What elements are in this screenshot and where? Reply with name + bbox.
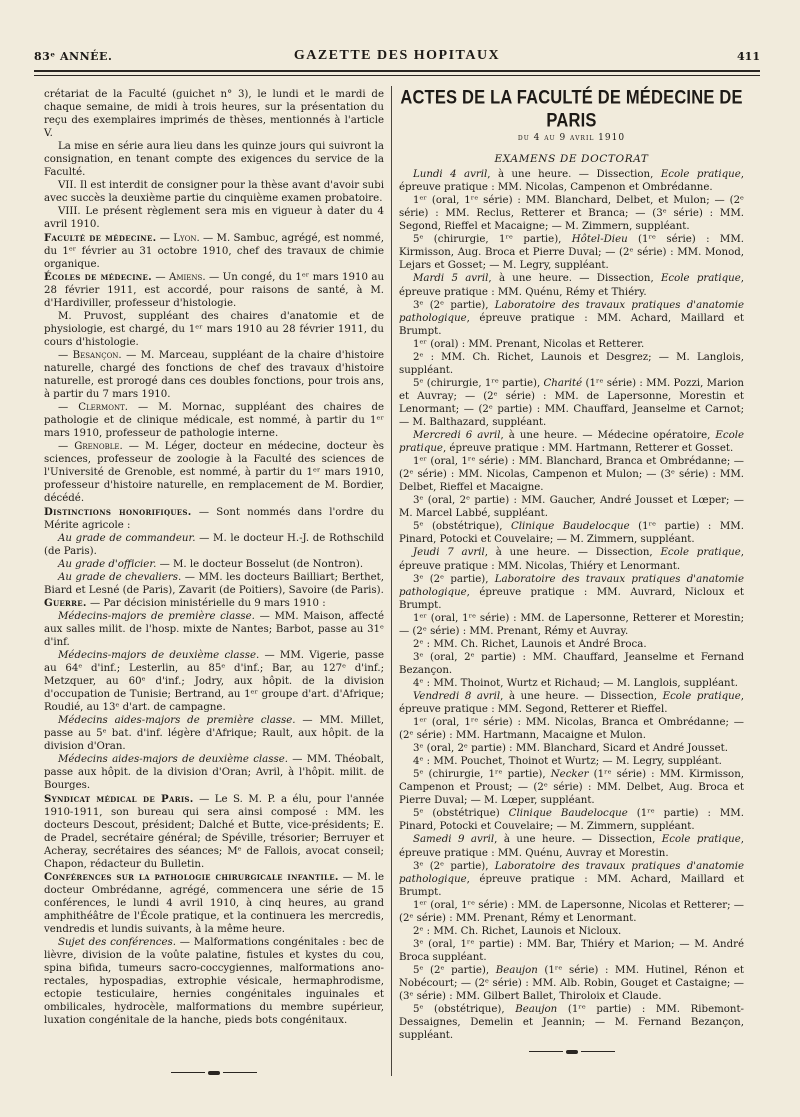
text-run: 2ᵉ : MM. Ch. Richet, Launois et Nicloux. <box>413 925 622 937</box>
text-run: 3ᵉ (2ᵉ partie), <box>413 860 495 872</box>
text-run: , à une heure. — Dissection, <box>487 169 661 181</box>
paragraph <box>399 899 744 925</box>
paragraph <box>399 833 744 859</box>
text-run: , épreuve pratique : MM. Quénu, Rémy et Thiéry. <box>399 273 744 298</box>
text-run: , épreuve pratique : MM. Auvrard, Nicloux et Brumpt. <box>399 586 744 611</box>
volume-year: 83ᵉ ANNÉE. <box>34 50 113 63</box>
text-run: — MM. les docteurs Bailliart; Berthet, Biard et Lesné (de Paris), Zavarit (de Poitiers), Savoire (de Paris). <box>44 571 384 596</box>
text-run: Grenoble. <box>74 441 123 453</box>
text-run: (1ʳᵉ série) : MM. Kirmisson, Aug. Broca et Pierre Duval; — (2ᵉ série) : MM. Monod, Lejars et Gosset; — M. Legry, suppléant. <box>399 234 745 272</box>
acts-dates: du 4 au 9 avril 1910 <box>517 133 626 143</box>
text-run: 5ᵉ (obstétrique), <box>413 1004 516 1016</box>
text-run: 5ᵉ (obstétrique) <box>413 808 509 820</box>
text-run: 3ᵉ (2ᵉ partie), <box>413 573 495 585</box>
text-run: , à une heure. — Dissection, <box>494 834 662 846</box>
journal-title: GAZETTE DES HOPITAUX <box>293 48 501 63</box>
text-run: 1ᵉʳ (oral) : MM. Prenant, Nicolas et Retterer. <box>413 338 645 350</box>
text-run: — Le S. M. P. a élu, pour l'année 1910-1911, son bureau qui sera ainsi composé : MM. les docteurs Descout, président; Dalché et Butte, vice-présidents; E. de Pradel, secrétaire général; de Spéville, trésorier; Berruyer et Acheray, secrétaires des séances; Mᵉ de Fallois, avocat conseil; Chapon, rédacteur du Bulletin. <box>44 793 384 870</box>
text-run: — M. Mornac, suppléant des chaires de pathologie et de clinique médicale, est nommé, à partir du 1ᵉʳ mars 1910, professeur de pathologie interne. <box>44 402 384 440</box>
paragraph <box>399 429 744 455</box>
rubric-heading: Conférences sur la pathologie chirurgicale infantile. <box>44 870 339 883</box>
text-run: 3ᵉ (oral, 2ᵉ partie) : MM. Gaucher, André Jousset et Lœper; — M. Marcel Labbé, suppléant. <box>399 495 744 520</box>
text-run: 1ᵉʳ (oral, 1ʳᵉ série) : MM. Blanchard, Delbet, et Mulon; — (2ᵉ série) : MM. Reclus, Retterer et Branca; — (3ᵉ série) : MM. Segond, Rieffel et Macaigne; — M. Zimmern, suppléant. <box>399 195 744 233</box>
paragraph <box>44 140 384 179</box>
text-run: 5ᵉ (chirurgie, 1ʳᵉ partie), <box>413 769 551 781</box>
text-run: — <box>156 232 174 244</box>
text-run: 1ᵉʳ (oral, 1ʳᵉ série) : MM. de Lapersonne, Nicolas et Retterer; — (2ᵉ série) : MM. Prenant, Rémy et Lenormant. <box>399 899 744 924</box>
italic-text: Clinique Baudelocque <box>510 521 630 533</box>
rubric-heading: Distinctions honorifiques. <box>44 505 192 518</box>
italic-text: Ecole pratique <box>660 273 741 285</box>
text-run: 5ᵉ (2ᵉ partie), <box>413 964 496 976</box>
italic-text: Jeudi 7 avril <box>413 547 485 559</box>
text-run: — M. le docteur Ombrédanne, agrégé, commencera une série de 15 conférences, le lundi 4 avril 1910, à cinq heures, au grand amphithéâtre de l'École pratique, et la continuera les mercredis, vendredis et lundis suivants, à la même heure. <box>44 871 385 935</box>
paragraph <box>44 532 384 558</box>
italic-text: Ecole pratique <box>399 430 744 455</box>
paragraph <box>399 651 744 677</box>
paragraph <box>399 638 744 651</box>
text-run: — MM. Millet, passe au 5ᵉ bat. d'inf. légère d'Afrique; Rault, aux hôpit. de la division d'Oran. <box>44 715 384 753</box>
text-run: VIII. Le présent règlement sera mis en vigueur à dater du 4 avril 1910. <box>44 206 384 231</box>
paragraph <box>399 690 744 716</box>
text-run: Clermont. <box>78 402 128 414</box>
text-run: — M. Sambuc, agrégé, est nommé, du 1ᵉʳ février au 31 octobre 1910, chef des travaux de chimie organique. <box>44 232 385 270</box>
column-divider <box>391 86 392 1076</box>
italic-text: Au grade de commandeur. <box>58 532 196 544</box>
italic-text: Sujet des conférences. <box>58 937 176 949</box>
paragraph <box>399 964 744 1003</box>
right-column <box>399 86 744 1063</box>
text-run: — M. le docteur Bosselut (de Nontron). <box>156 558 364 570</box>
italic-text: Mercredi 6 avril <box>413 430 501 442</box>
italic-text: Hôtel-Dieu <box>571 234 628 246</box>
paragraph <box>44 610 384 649</box>
text-run: (1ʳᵉ partie) : MM. Pinard, Potocki et Couvelaire; — M. Zimmern, suppléant. <box>399 808 744 833</box>
text-run: , épreuve pratique : MM. Achard, Maillard et Brumpt. <box>399 873 744 898</box>
text-run: crétariat de la Faculté (guichet n° 3), le lundi et le mardi de chaque semaine, de midi à trois heures, sur la présentation du reçu des exemplaires imprimés de thèses, mentionnés à l'article V. <box>44 89 384 140</box>
paragraph <box>399 860 744 899</box>
text-run: — M. Marceau, suppléant de la chaire d'histoire naturelle, chargé des fonctions de chef des travaux d'histoire naturelle, est prorogé dans ces doubles fonctions, pour trois ans, à partir du 7 mars 1910. <box>44 349 384 401</box>
paragraph <box>399 1003 744 1042</box>
text-run: 3ᵉ (oral, 2ᵉ partie) : MM. Chauffard, Jeanselme et Fernand Bezançon. <box>399 651 744 676</box>
text-run: — <box>58 441 75 453</box>
text-run: 5ᵉ (obstétrique), <box>413 521 511 533</box>
text-run: , à une heure. — Dissection, <box>500 690 663 702</box>
paragraph <box>399 299 744 338</box>
text-run: 2ᵉ : MM. Ch. Richet, Launois et André Broca. <box>413 638 647 650</box>
paragraph <box>44 506 384 532</box>
paragraph <box>399 194 744 233</box>
paragraph <box>399 755 744 768</box>
italic-text: Vendredi 8 avril <box>413 690 501 702</box>
text-run: 2ᵉ : MM. Ch. Richet, Launois et Desgrez; — M. Langlois, suppléant. <box>399 351 744 376</box>
text-run: M. Pruvost, suppléant des chaires d'anatomie et de physiologie, est chargé, du 1ᵉʳ mars 1910 au 28 février 1911, du cours d'histologie. <box>44 310 384 348</box>
italic-text: Ecole pratique <box>662 690 741 702</box>
paragraph <box>399 455 744 494</box>
paragraph <box>399 938 744 964</box>
italic-text: Laboratoire des travaux pratiques d'anatomie pathologique <box>399 860 744 885</box>
text-run: — M. Léger, docteur en médecine, docteur ès sciences, professeur de zoologie à la Faculté des sciences de l'Université de Grenoble, est nommé, à partir du 1ᵉʳ mars 1910, professeur d'histoire naturelle, en remplacement de M. Bordier, décédé. <box>44 441 384 505</box>
italic-text: Médecins-majors de première classe. <box>58 610 255 622</box>
paragraph <box>399 677 744 690</box>
text-run: , épreuve pratique : MM. Segond, Retterer et Rieffel. <box>399 690 745 716</box>
text-run: 3ᵉ (oral, 1ʳᵉ partie) : MM. Bar, Thiéry et Marion; — M. André Broca suppléant. <box>399 938 744 963</box>
paragraph <box>399 338 744 351</box>
paragraph <box>44 871 384 936</box>
text-run: , épreuve pratique : MM. Achard, Maillard et Brumpt. <box>399 312 744 337</box>
italic-text: Ecole pratique <box>661 834 741 846</box>
text-run: 5ᵉ (chirurgie, 1ʳᵉ partie), <box>413 234 572 246</box>
paragraph <box>44 597 384 610</box>
paragraph <box>399 377 744 429</box>
end-flourish-right <box>399 1046 744 1059</box>
paragraph <box>399 807 744 833</box>
text-run: La mise en série aura lieu dans les quinze jours qui suivront la consignation, en tenant compte des exigences du service de la Faculté. <box>44 141 384 179</box>
text-run: 1ᵉʳ (oral, 1ʳᵉ série) : MM. Blanchard, Branca et Ombrédanne; — (2ᵉ série) : MM. Nicolas, Campenon et Mulon; — (3ᵉ série) : MM. Delbet, Rieffel et Macaigne. <box>399 456 744 494</box>
text-run: 4ᵉ : MM. Thoinot, Wurtz et Richaud; — M. Langlois, suppléant. <box>413 677 738 689</box>
text-run: Amiens. <box>169 271 206 283</box>
text-run: , à une heure. — Médecine opératoire, <box>500 430 716 442</box>
paragraph <box>399 233 744 272</box>
text-run: — MM. Théobalt, passe aux hôpit. de la division d'Oran; Avril, à l'hôpit. milit. de Bourges. <box>44 754 384 792</box>
paragraph <box>399 494 744 520</box>
rubric-heading: Écoles de médecine. <box>44 270 152 283</box>
italic-text: Médecins-majors de deuxième classe. <box>58 650 260 662</box>
italic-text: Laboratoire des travaux pratiques d'anatomie pathologique <box>399 573 744 598</box>
text-run: (1ʳᵉ partie) : MM. Ribemont-Dessaignes, Demelin et Jeannin; — M. Fernand Bezançon, suppléant. <box>399 1004 744 1042</box>
paragraph <box>44 793 384 871</box>
italic-text: Ecole pratique <box>660 547 741 559</box>
italic-text: Clinique Baudelocque <box>508 808 628 820</box>
italic-text: Necker <box>550 769 589 781</box>
italic-text: Médecins aides-majors de première classe. <box>58 715 296 727</box>
text-run: , à une heure. — Dissection, <box>488 273 661 285</box>
text-run: (1ʳᵉ série) : MM. Kirmisson, Campenon et Proust; — (2ᵉ série) : MM. Delbet, Aug. Broca et Pierre Duval; — M. Lœper, suppléant. <box>399 769 744 807</box>
text-run: , à une heure. — Dissection, <box>484 547 661 559</box>
paragraph <box>399 573 744 612</box>
page-number: 411 <box>737 50 760 63</box>
text-run: 1ᵉʳ (oral, 1ʳᵉ série) : MM. de Lapersonne, Retterer et Morestin; — (2ᵉ série) : MM. Prenant, Rémy et Auvray. <box>399 612 744 637</box>
paragraph <box>399 716 744 742</box>
paragraph <box>399 272 744 298</box>
text-run: 1ᵉʳ (oral, 1ʳᵉ série) : MM. Nicolas, Branca et Ombrédanne; — (2ᵉ série) : MM. Hartmann, Macaigne et Mulon. <box>399 717 744 742</box>
italic-text: Au grade d'officier. <box>58 558 157 570</box>
text-run: Lyon. <box>173 232 200 244</box>
text-run: — M. le docteur H.-J. de Rothschild (de Paris). <box>44 532 384 557</box>
paragraph <box>44 232 384 271</box>
paragraph <box>44 349 384 401</box>
paragraph <box>44 714 384 753</box>
rubric-heading: Syndicat médical de Paris. <box>44 792 194 805</box>
rubric-heading: Guerre. <box>44 596 87 609</box>
text-run: — MM. Vigerie, passe au 64ᵉ d'inf.; Lesterlin, au 85ᵉ d'inf.; Bar, au 127ᵉ d'inf.; Metzquer, au 60ᵉ d'inf.; Jodry, aux hôpit. de la division d'occupation de Tunisie; Bertrand, au 1ᵉʳ groupe d'art. d'Afrique; Roudié, au 13ᵉ d'art. de campagne. <box>44 650 384 714</box>
paragraph <box>44 558 384 571</box>
text-run: (1ʳᵉ partie) : MM. Pinard, Potocki et Couvelaire; — M. Zimmern, suppléant. <box>399 521 744 546</box>
acts-title: ACTES DE LA FACULTÉ DE MÉDECINE DE PARIS <box>400 87 743 131</box>
paragraph <box>44 571 384 597</box>
text-run: , épreuve pratique : MM. Hartmann, Retterer et Gosset. <box>442 443 734 455</box>
text-run: — Sont nommés dans l'ordre du Mérite agricole : <box>44 506 384 531</box>
paragraph <box>44 936 384 1027</box>
text-run: — <box>58 402 79 414</box>
paragraph <box>399 768 744 807</box>
italic-text: Ecole pratique <box>660 169 741 181</box>
text-run: , épreuve pratique : MM. Quénu, Auvray et Morestin. <box>399 834 745 859</box>
text-run: , épreuve pratique : MM. Nicolas, Campenon et Ombrédanne. <box>399 169 745 194</box>
paragraph <box>44 649 384 714</box>
text-run: — Un congé, du 1ᵉʳ mars 1910 au 28 février 1911, est accordé, pour raisons de santé, à M. d'Hardiviller, professeur d'histologie. <box>44 271 384 309</box>
paragraph <box>399 168 744 194</box>
italic-text: Lundi 4 avril <box>413 169 488 181</box>
paragraph <box>44 88 384 140</box>
italic-text: Samedi 9 avril <box>413 834 495 846</box>
paragraph <box>399 520 744 546</box>
text-run: — MM. Maison, affecté aux salles milit. de l'hosp. mixte de Nantes; Barbot, passe au 31ᵉ d'inf. <box>44 610 384 648</box>
text-run: VII. Il est interdit de consigner pour la thèse avant d'avoir subi avec succès la deuxième partie du cinquième examen probatoire. <box>44 180 384 205</box>
paragraph <box>44 753 384 792</box>
header-rule <box>34 75 760 76</box>
italic-text: Au grade de chevaliers. <box>58 571 182 583</box>
text-run: — <box>58 349 73 361</box>
italic-text: Beaujon <box>515 1004 558 1016</box>
rubric-heading: Faculté de médecine. <box>44 231 157 244</box>
paragraph <box>399 351 744 377</box>
paragraph <box>44 401 384 440</box>
paragraph <box>44 271 384 310</box>
section-heading: EXAMENS DE DOCTORAT <box>494 153 649 166</box>
text-run: — Malformations congénitales : bec de lièvre, division de la voûte palatine, fistules et kystes du cou, spina bifida, tumeurs sacro-coccygiennes, malformations ano-rectales, hypospadias, extrophie vésicale, hermaphrodisme, ectopie testiculaire, hernies congénitales inguinales et ombilicales, hydrocèle, malformations du membre supérieur, luxation congénitale de la hanche, pieds bots congénitaux. <box>44 937 385 1027</box>
acts-body <box>399 168 744 1042</box>
italic-text: Beaujon <box>495 964 538 976</box>
paragraph <box>44 205 384 231</box>
paragraph <box>44 179 384 205</box>
text-run: — Par décision ministérielle du 9 mars 1910 : <box>86 597 326 609</box>
paragraph <box>44 440 384 505</box>
text-run: (1ʳᵉ série) : MM. Pozzi, Marion et Auvray; — (2ᵉ série) : MM. de Lapersonne, Morestin et Lenormant; — (2ᵉ partie) : MM. Chauffard, Jeanselme et Carnot; — M. Balthazard, suppléant. <box>399 377 744 428</box>
end-flourish-left <box>44 1068 384 1078</box>
text-run: — <box>151 271 170 283</box>
italic-text: Mardi 5 avril <box>413 273 489 285</box>
italic-text: Médecins aides-majors de deuxième classe. <box>58 754 288 766</box>
text-run: 3ᵉ (oral, 2ᵉ partie) : MM. Blanchard, Sicard et André Jousset. <box>413 743 728 755</box>
text-run: (1ʳᵉ série) : MM. Hutinel, Rénon et Nobécourt; — (2ᵉ série) : MM. Alb. Robin, Gouget et Castaigne; — (3ᵉ série) : MM. Gilbert Ballet, Thiroloix et Claude. <box>399 964 744 1003</box>
text-run: 5ᵉ (chirurgie, 1ʳᵉ partie), <box>413 377 544 389</box>
paragraph <box>399 742 744 755</box>
text-run: Besançon. <box>72 349 122 361</box>
left-column <box>44 88 384 1027</box>
paragraph <box>399 612 744 638</box>
page-header <box>34 40 760 72</box>
italic-text: Laboratoire des travaux pratiques d'anatomie pathologique <box>399 299 744 324</box>
paragraph <box>399 546 744 572</box>
text-run: 3ᵉ (2ᵉ partie), <box>413 299 495 311</box>
paragraph <box>399 925 744 938</box>
paragraph <box>44 310 384 349</box>
italic-text: Charité <box>543 377 583 389</box>
text-run: 4ᵉ : MM. Pouchet, Thoinot et Wurtz; — M. Legry, suppléant. <box>413 756 722 768</box>
text-run: , épreuve pratique : MM. Nicolas, Thiéry et Lenormant. <box>399 547 744 572</box>
